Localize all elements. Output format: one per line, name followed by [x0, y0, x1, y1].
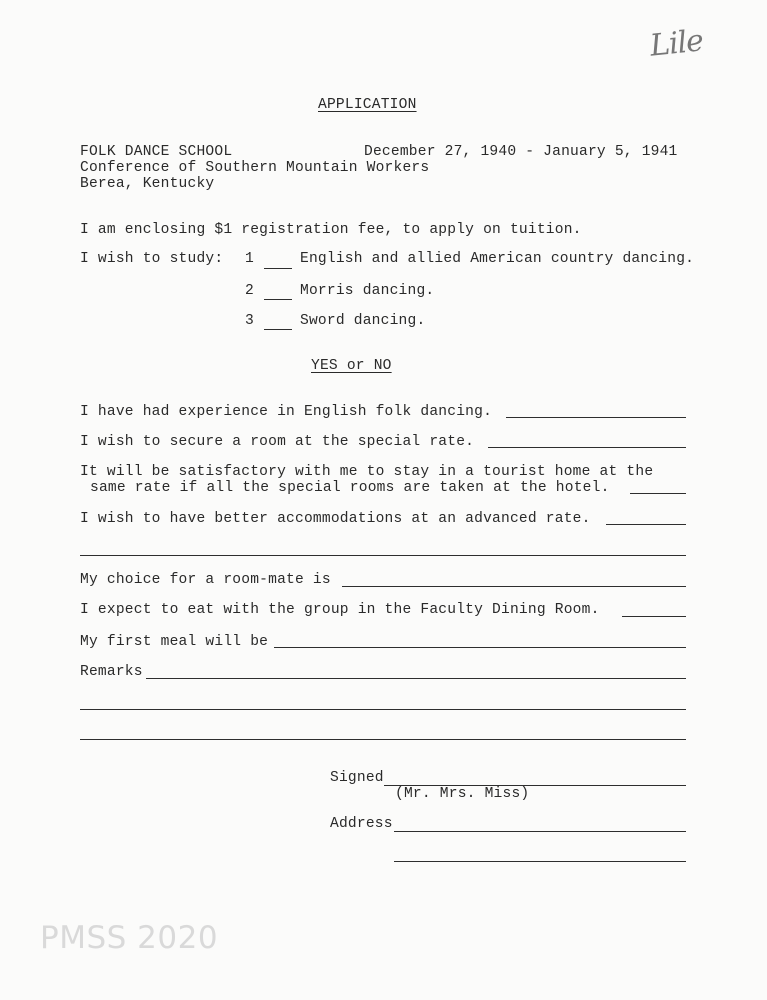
answer-roommate-field[interactable]: [342, 586, 686, 587]
question-tourist-line1: It will be satisfactory with me to stay in a tourist home at the: [80, 464, 654, 480]
school-dates: December 27, 1940 - January 5, 1941: [364, 144, 678, 160]
question-dining: I expect to eat with the group in the Faculty Dining Room.: [80, 602, 600, 618]
study-option-2-blank[interactable]: [264, 299, 292, 300]
study-label: I wish to study:: [80, 251, 224, 267]
remarks-field-line-1[interactable]: [146, 678, 686, 679]
study-option-number: 2: [245, 283, 254, 299]
question-room: I wish to secure a room at the special rate.: [80, 434, 475, 450]
answer-better-continuation-field[interactable]: [80, 555, 686, 556]
remarks-label: Remarks: [80, 664, 143, 680]
watermark: PMSS 2020: [40, 920, 219, 956]
question-first-meal: My first meal will be: [80, 634, 269, 650]
address-field-line-1[interactable]: [394, 831, 686, 832]
handwritten-annotation: Lile: [648, 23, 705, 64]
address-label: Address: [330, 816, 393, 832]
page-title: APPLICATION: [318, 97, 417, 113]
study-option-3-blank[interactable]: [264, 329, 292, 330]
study-option-label: English and allied American country dancing.: [300, 251, 695, 267]
question-tourist-line2: same rate if all the special rooms are taken at the hotel.: [90, 480, 610, 496]
location: Berea, Kentucky: [80, 176, 215, 192]
answer-dining-field[interactable]: [622, 616, 686, 617]
answer-first-meal-field[interactable]: [274, 647, 686, 648]
yes-no-heading: YES or NO: [311, 358, 392, 374]
signed-label: Signed: [330, 770, 384, 786]
fee-statement: I am enclosing $1 registration fee, to apply on tuition.: [80, 222, 582, 238]
study-option-number: 3: [245, 313, 254, 329]
answer-better-field[interactable]: [606, 524, 686, 525]
study-option-1-blank[interactable]: [264, 268, 292, 269]
answer-experience-field[interactable]: [506, 417, 686, 418]
remarks-field-line-2[interactable]: [80, 709, 686, 710]
study-option-number: 1: [245, 251, 254, 267]
answer-tourist-field[interactable]: [630, 493, 686, 494]
school-name: FOLK DANCE SCHOOL: [80, 144, 233, 160]
answer-room-field[interactable]: [488, 447, 686, 448]
study-option-label: Sword dancing.: [300, 313, 426, 329]
question-roommate: My choice for a room-mate is: [80, 572, 331, 588]
question-experience: I have had experience in English folk dancing.: [80, 404, 493, 420]
title-hint: (Mr. Mrs. Miss): [395, 786, 530, 802]
study-option-label: Morris dancing.: [300, 283, 435, 299]
address-field-line-2[interactable]: [394, 861, 686, 862]
remarks-field-line-3[interactable]: [80, 739, 686, 740]
question-better: I wish to have better accommodations at an advanced rate.: [80, 511, 591, 527]
organization: Conference of Southern Mountain Workers: [80, 160, 430, 176]
